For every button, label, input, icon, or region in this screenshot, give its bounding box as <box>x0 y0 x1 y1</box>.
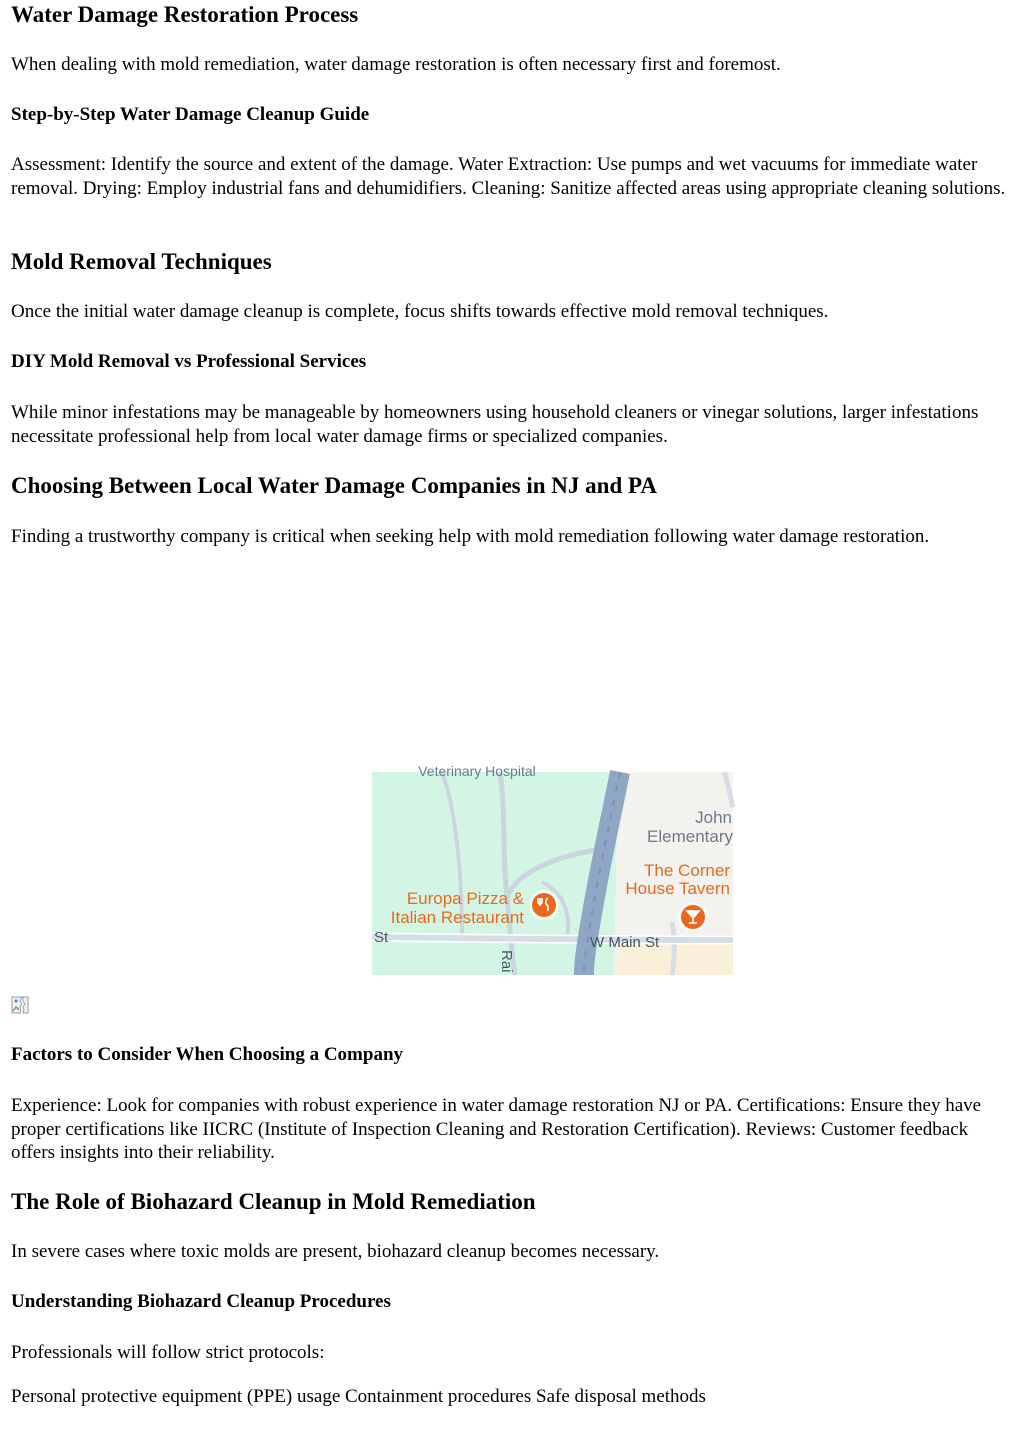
paragraph-protocols-list: Personal protective equipment (PPE) usage Containment procedures Safe disposal methods <box>11 1386 706 1407</box>
paragraph-factors: Experience: Look for companies with robust experience in water damage restoration NJ or PA. Certifications: Ensure they have proper certifications like IICRC (Institute of Inspection Cleaning and Restoration Certification). Reviews: Customer feedback offers insights into their reliability. <box>11 1095 982 1163</box>
street-label-st: St <box>374 929 389 946</box>
street-label-rail: Rai <box>498 950 515 973</box>
broken-image-icon <box>11 996 29 1014</box>
poi-corner-house-label-1: The Corner <box>644 861 730 880</box>
paragraph-mold-removal: Once the initial water damage cleanup is complete, focus shifts towards effective mold removal techniques. <box>11 301 829 322</box>
poi-europa-pizza-label-1: Europa Pizza & <box>406 889 524 908</box>
street-label-w-main: W Main St <box>590 934 660 951</box>
heading-mold-removal-techniques: Mold Removal Techniques <box>11 249 272 274</box>
paragraph-step-by-step: Assessment: Identify the source and extent of the damage. Water Extraction: Use pumps and wet vacuums for immediate water removal. Drying: Employ industrial fans and dehumidifiers. Cleaning: Sanitize affected areas using appropriate cleaning solutions. <box>11 154 1006 199</box>
cocktail-icon[interactable] <box>678 902 708 932</box>
poi-europa-pizza-label-2: Italian Restaurant <box>390 908 524 927</box>
heading-water-damage-restoration: Water Damage Restoration Process <box>11 2 359 27</box>
paragraph-water-damage-intro: When dealing with mold remediation, water damage restoration is often necessary first and foremost. <box>11 54 781 75</box>
heading-step-by-step-guide: Step-by-Step Water Damage Cleanup Guide <box>11 104 370 125</box>
paragraph-protocols-intro: Professionals will follow strict protocols: <box>11 1342 325 1363</box>
paragraph-choosing-companies: Finding a trustworthy company is critical when seeking help with mold remediation following water damage restoration. <box>11 526 930 547</box>
heading-factors-to-consider: Factors to Consider When Choosing a Company <box>11 1044 404 1065</box>
restaurant-icon[interactable] <box>529 890 559 920</box>
heading-biohazard-procedures: Understanding Biohazard Cleanup Procedures <box>11 1291 391 1312</box>
paragraph-biohazard: In severe cases where toxic molds are present, biohazard cleanup becomes necessary. <box>11 1241 660 1262</box>
map-label-elementary: Elementary <box>647 827 733 846</box>
heading-diy-vs-professional: DIY Mold Removal vs Professional Services <box>11 351 367 372</box>
poi-corner-house-label-2: House Tavern <box>625 879 730 898</box>
heading-biohazard-role: The Role of Biohazard Cleanup in Mold Remediation <box>11 1189 536 1214</box>
w-main-street <box>372 937 733 940</box>
location-map[interactable] <box>372 763 733 975</box>
paragraph-diy-vs-professional: While minor infestations may be manageable by homeowners using household cleaners or vinegar solutions, larger infestations necessitate professional help from local water damage firms or specialized companies. <box>11 402 979 447</box>
side-street <box>672 922 674 975</box>
heading-choosing-companies: Choosing Between Local Water Damage Companies in NJ and PA <box>11 473 657 498</box>
map-label-john: John <box>695 808 732 827</box>
map-label-top: Veterinary Hospital <box>418 763 536 779</box>
